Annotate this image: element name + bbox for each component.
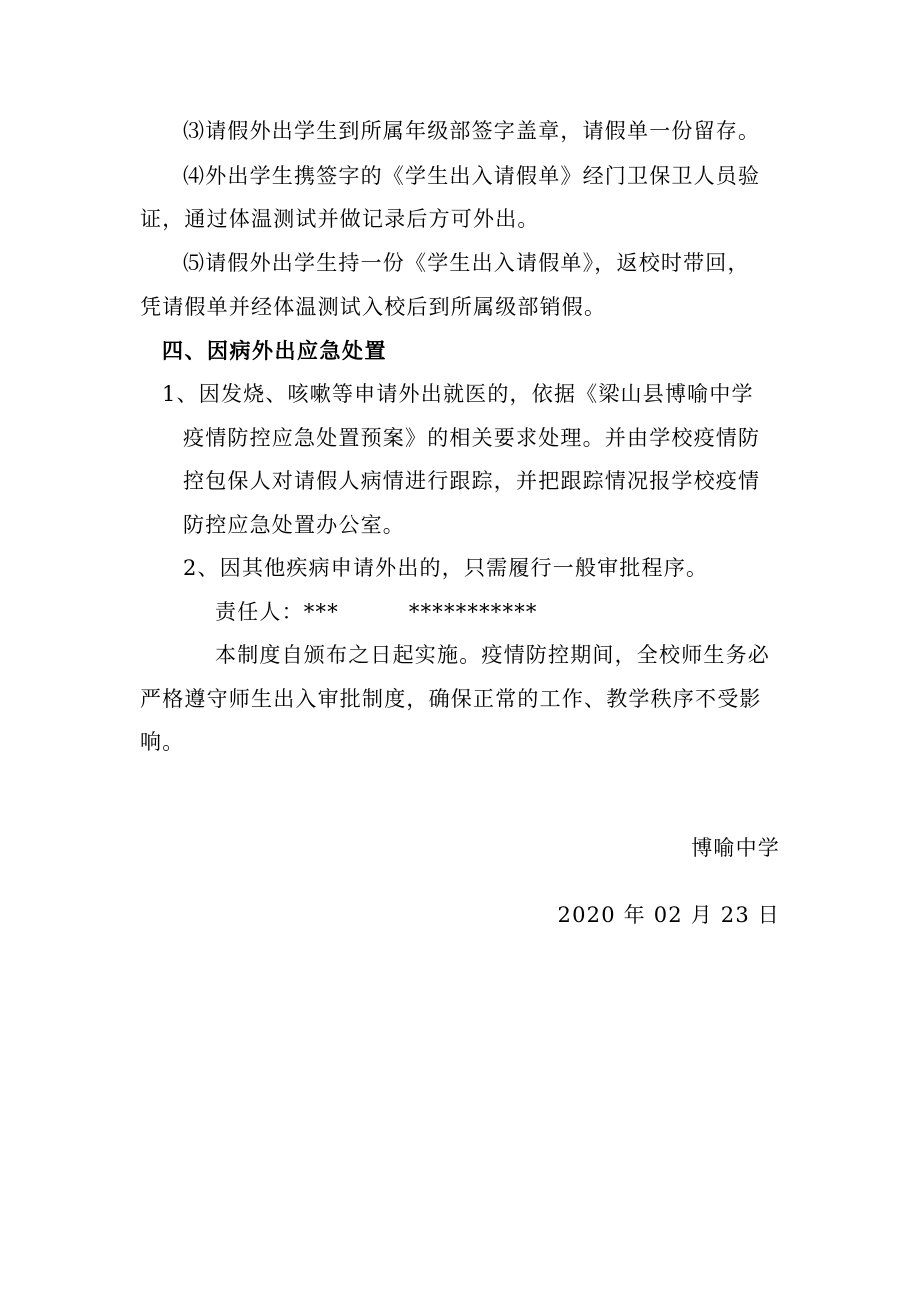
paragraph-item-5-line-1: ⑸请假外出学生持一份《学生出入请假单》，返校时带回， [183, 251, 750, 275]
paragraph-item-4-line-1: ⑷外出学生携签字的《学生出入请假单》经门卫保卫人员验 [183, 164, 761, 188]
section-4-heading: 四、因病外出应急处置 [162, 338, 387, 363]
responsible-value: *********** [408, 600, 538, 624]
responsible-person [215, 597, 538, 627]
section-4-item-2: 2、因其他疾病申请外出的，只需履行一般审批程序。 [183, 556, 709, 580]
signature-school-name: 博喻中学 [691, 836, 780, 860]
closing-line-3: 响。 [140, 730, 185, 754]
responsible-label: 责任人：*** [215, 600, 339, 624]
signature-date: 2020 年 02 月 23 日 [557, 903, 780, 927]
section-4-item-1-line-2: 疫情防控应急处置预案》的相关要求处理。并由学校疫情防 [183, 426, 761, 450]
section-4-item-1-line-3: 控包保人对请假人病情进行跟踪，并把跟踪情况报学校疫情 [183, 469, 761, 493]
section-4-item-1-line-1: 1、因发烧、咳嗽等申请外出就医的，依据《梁山县博喻中学 [162, 382, 754, 406]
section-4-item-1-line-4: 防控应急处置办公室。 [183, 513, 405, 537]
paragraph-item-5-line-2: 凭请假单并经体温测试入校后到所属级部销假。 [140, 295, 607, 319]
paragraph-item-3: ⑶请假外出学生到所属年级部签字盖章，请假单一份留存。 [183, 119, 761, 143]
closing-line-2: 严格遵守师生出入审批制度，确保正常的工作、教学秩序不受影 [140, 687, 762, 711]
closing-line-1: 本制度自颁布之日起实施。疫情防控期间，全校师生务必 [215, 643, 770, 667]
paragraph-item-4-line-2: 证，通过体温测试并做记录后方可外出。 [140, 207, 540, 231]
